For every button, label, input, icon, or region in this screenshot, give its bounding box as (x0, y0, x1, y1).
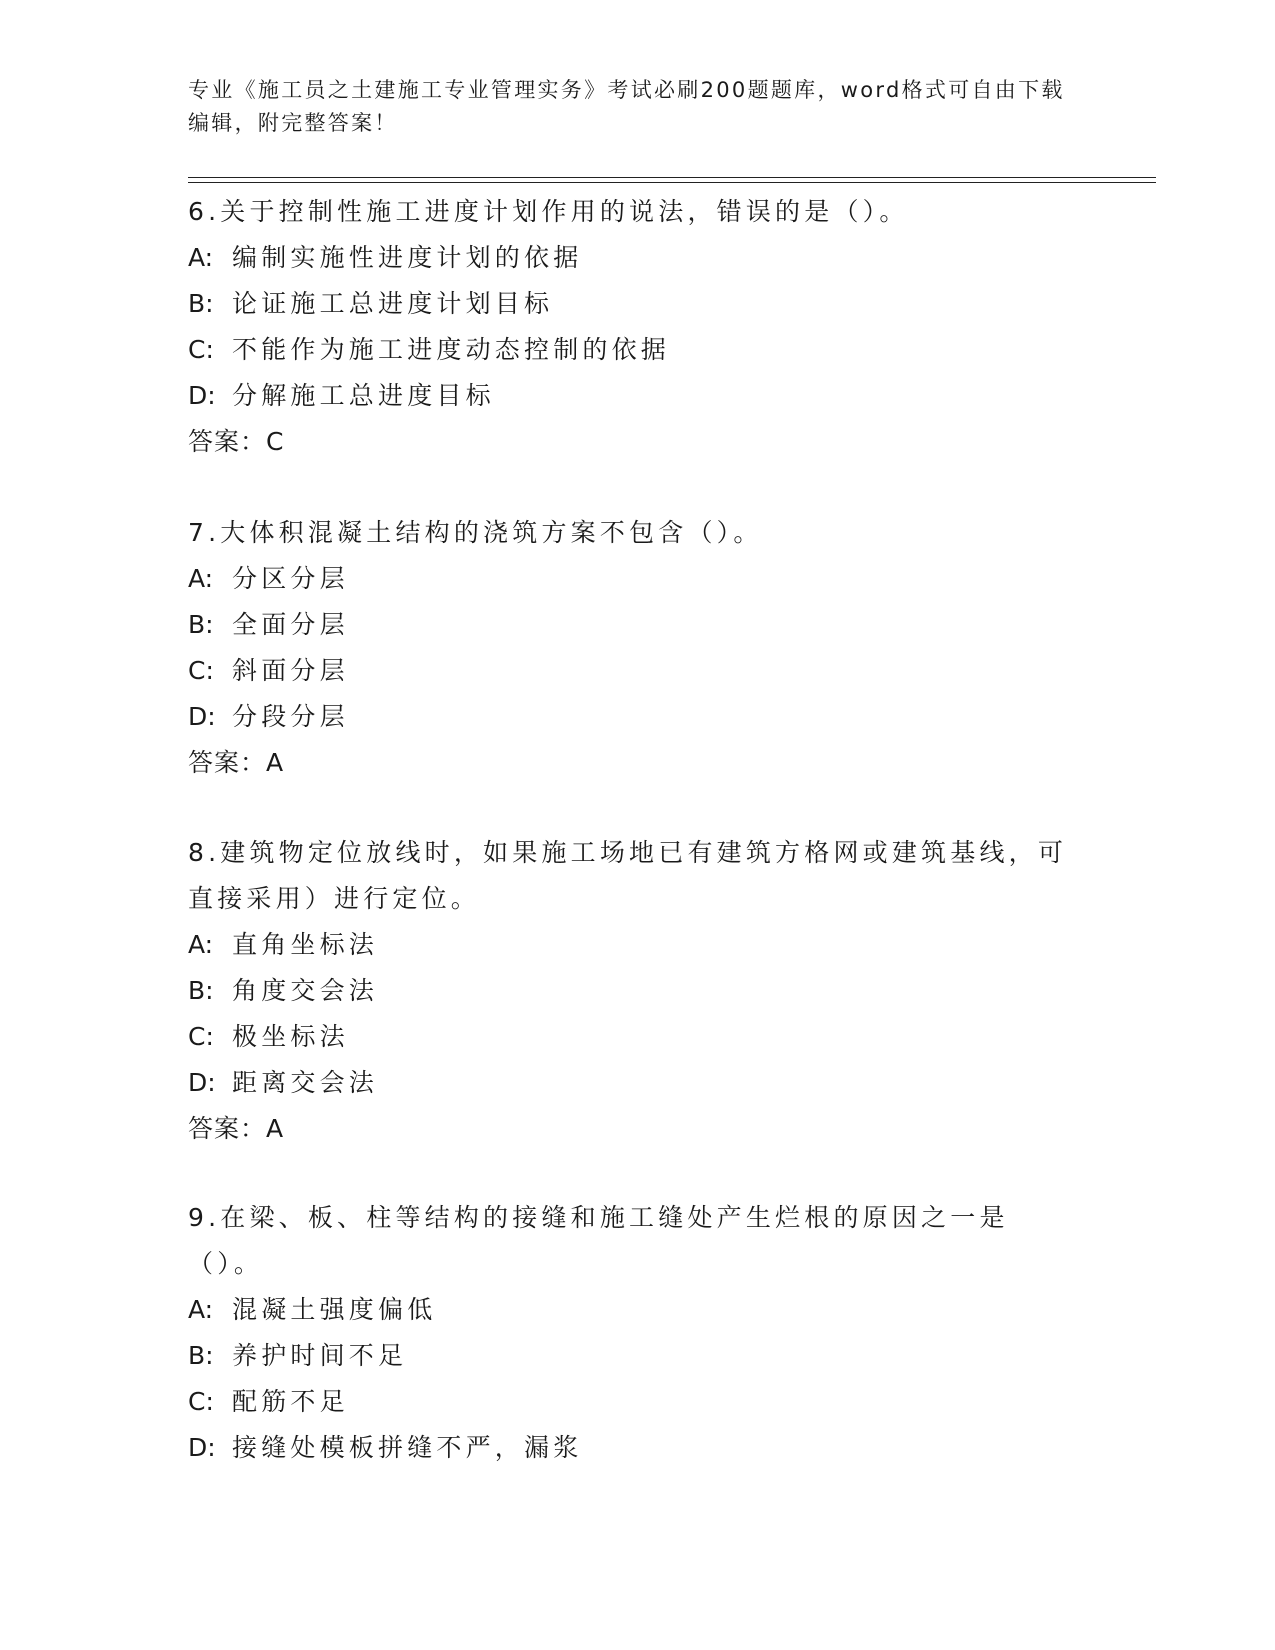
option-key: C: (188, 1022, 214, 1051)
option-key: C: (188, 656, 214, 685)
question-7 (188, 510, 1068, 786)
option-d (188, 1425, 1068, 1471)
option-b (188, 602, 1068, 648)
option-a (188, 235, 1068, 281)
option-key: B: (188, 610, 214, 639)
question-9 (188, 1195, 1068, 1471)
option-text: 配筋不足 (232, 1387, 349, 1416)
option-text: 全面分层 (232, 610, 349, 639)
question-6 (188, 189, 1068, 465)
option-text: 论证施工总进度计划目标 (232, 289, 554, 318)
option-key: B: (188, 1341, 214, 1370)
option-text: 不能作为施工进度动态控制的依据 (232, 335, 671, 364)
document-header: 专业《施工员之土建施工专业管理实务》考试必刷200题题库，word格式可自由下载编辑，附完整答案！ (188, 78, 1065, 135)
question-stem: 9.在梁、板、柱等结构的接缝和施工缝处产生烂根的原因之一是（）。 (188, 1203, 1009, 1278)
option-text: 分段分层 (232, 702, 349, 731)
header-divider-bottom (188, 182, 1156, 183)
option-c (188, 327, 1068, 373)
answer: 答案：C (188, 427, 285, 456)
option-d (188, 373, 1068, 419)
option-key: D: (188, 1068, 216, 1097)
option-key: A: (188, 243, 214, 272)
option-text: 角度交会法 (232, 976, 379, 1005)
option-key: A: (188, 930, 214, 959)
question-stem: 7.大体积混凝土结构的浇筑方案不包含（）。 (188, 518, 763, 547)
option-a (188, 922, 1068, 968)
option-text: 直角坐标法 (232, 930, 379, 959)
option-key: A: (188, 1295, 214, 1324)
option-text: 分解施工总进度目标 (232, 381, 495, 410)
option-key: B: (188, 976, 214, 1005)
option-d (188, 694, 1068, 740)
option-key: D: (188, 1433, 216, 1462)
option-text: 养护时间不足 (232, 1341, 408, 1370)
option-key: C: (188, 1387, 214, 1416)
question-8 (188, 830, 1068, 1152)
option-c (188, 1014, 1068, 1060)
header-divider-top (188, 177, 1156, 178)
option-key: D: (188, 702, 216, 731)
question-stem: 8.建筑物定位放线时，如果施工场地已有建筑方格网或建筑基线，可直接采用）进行定位。 (188, 838, 1068, 913)
answer: 答案：A (188, 1114, 285, 1143)
answer: 答案：A (188, 748, 285, 777)
option-text: 斜面分层 (232, 656, 349, 685)
option-text: 编制实施性进度计划的依据 (232, 243, 583, 272)
option-text: 分区分层 (232, 564, 349, 593)
option-c (188, 648, 1068, 694)
option-text: 接缝处模板拼缝不严，漏浆 (232, 1433, 583, 1462)
option-text: 距离交会法 (232, 1068, 379, 1097)
option-key: A: (188, 564, 214, 593)
option-a (188, 556, 1068, 602)
option-b (188, 968, 1068, 1014)
option-a (188, 1287, 1068, 1333)
option-key: D: (188, 381, 216, 410)
question-stem: 6.关于控制性施工进度计划作用的说法，错误的是（）。 (188, 197, 909, 226)
option-text: 极坐标法 (232, 1022, 349, 1051)
option-b (188, 281, 1068, 327)
option-text: 混凝土强度偏低 (232, 1295, 437, 1324)
option-c (188, 1379, 1068, 1425)
option-d (188, 1060, 1068, 1106)
option-key: B: (188, 289, 214, 318)
option-b (188, 1333, 1068, 1379)
option-key: C: (188, 335, 214, 364)
